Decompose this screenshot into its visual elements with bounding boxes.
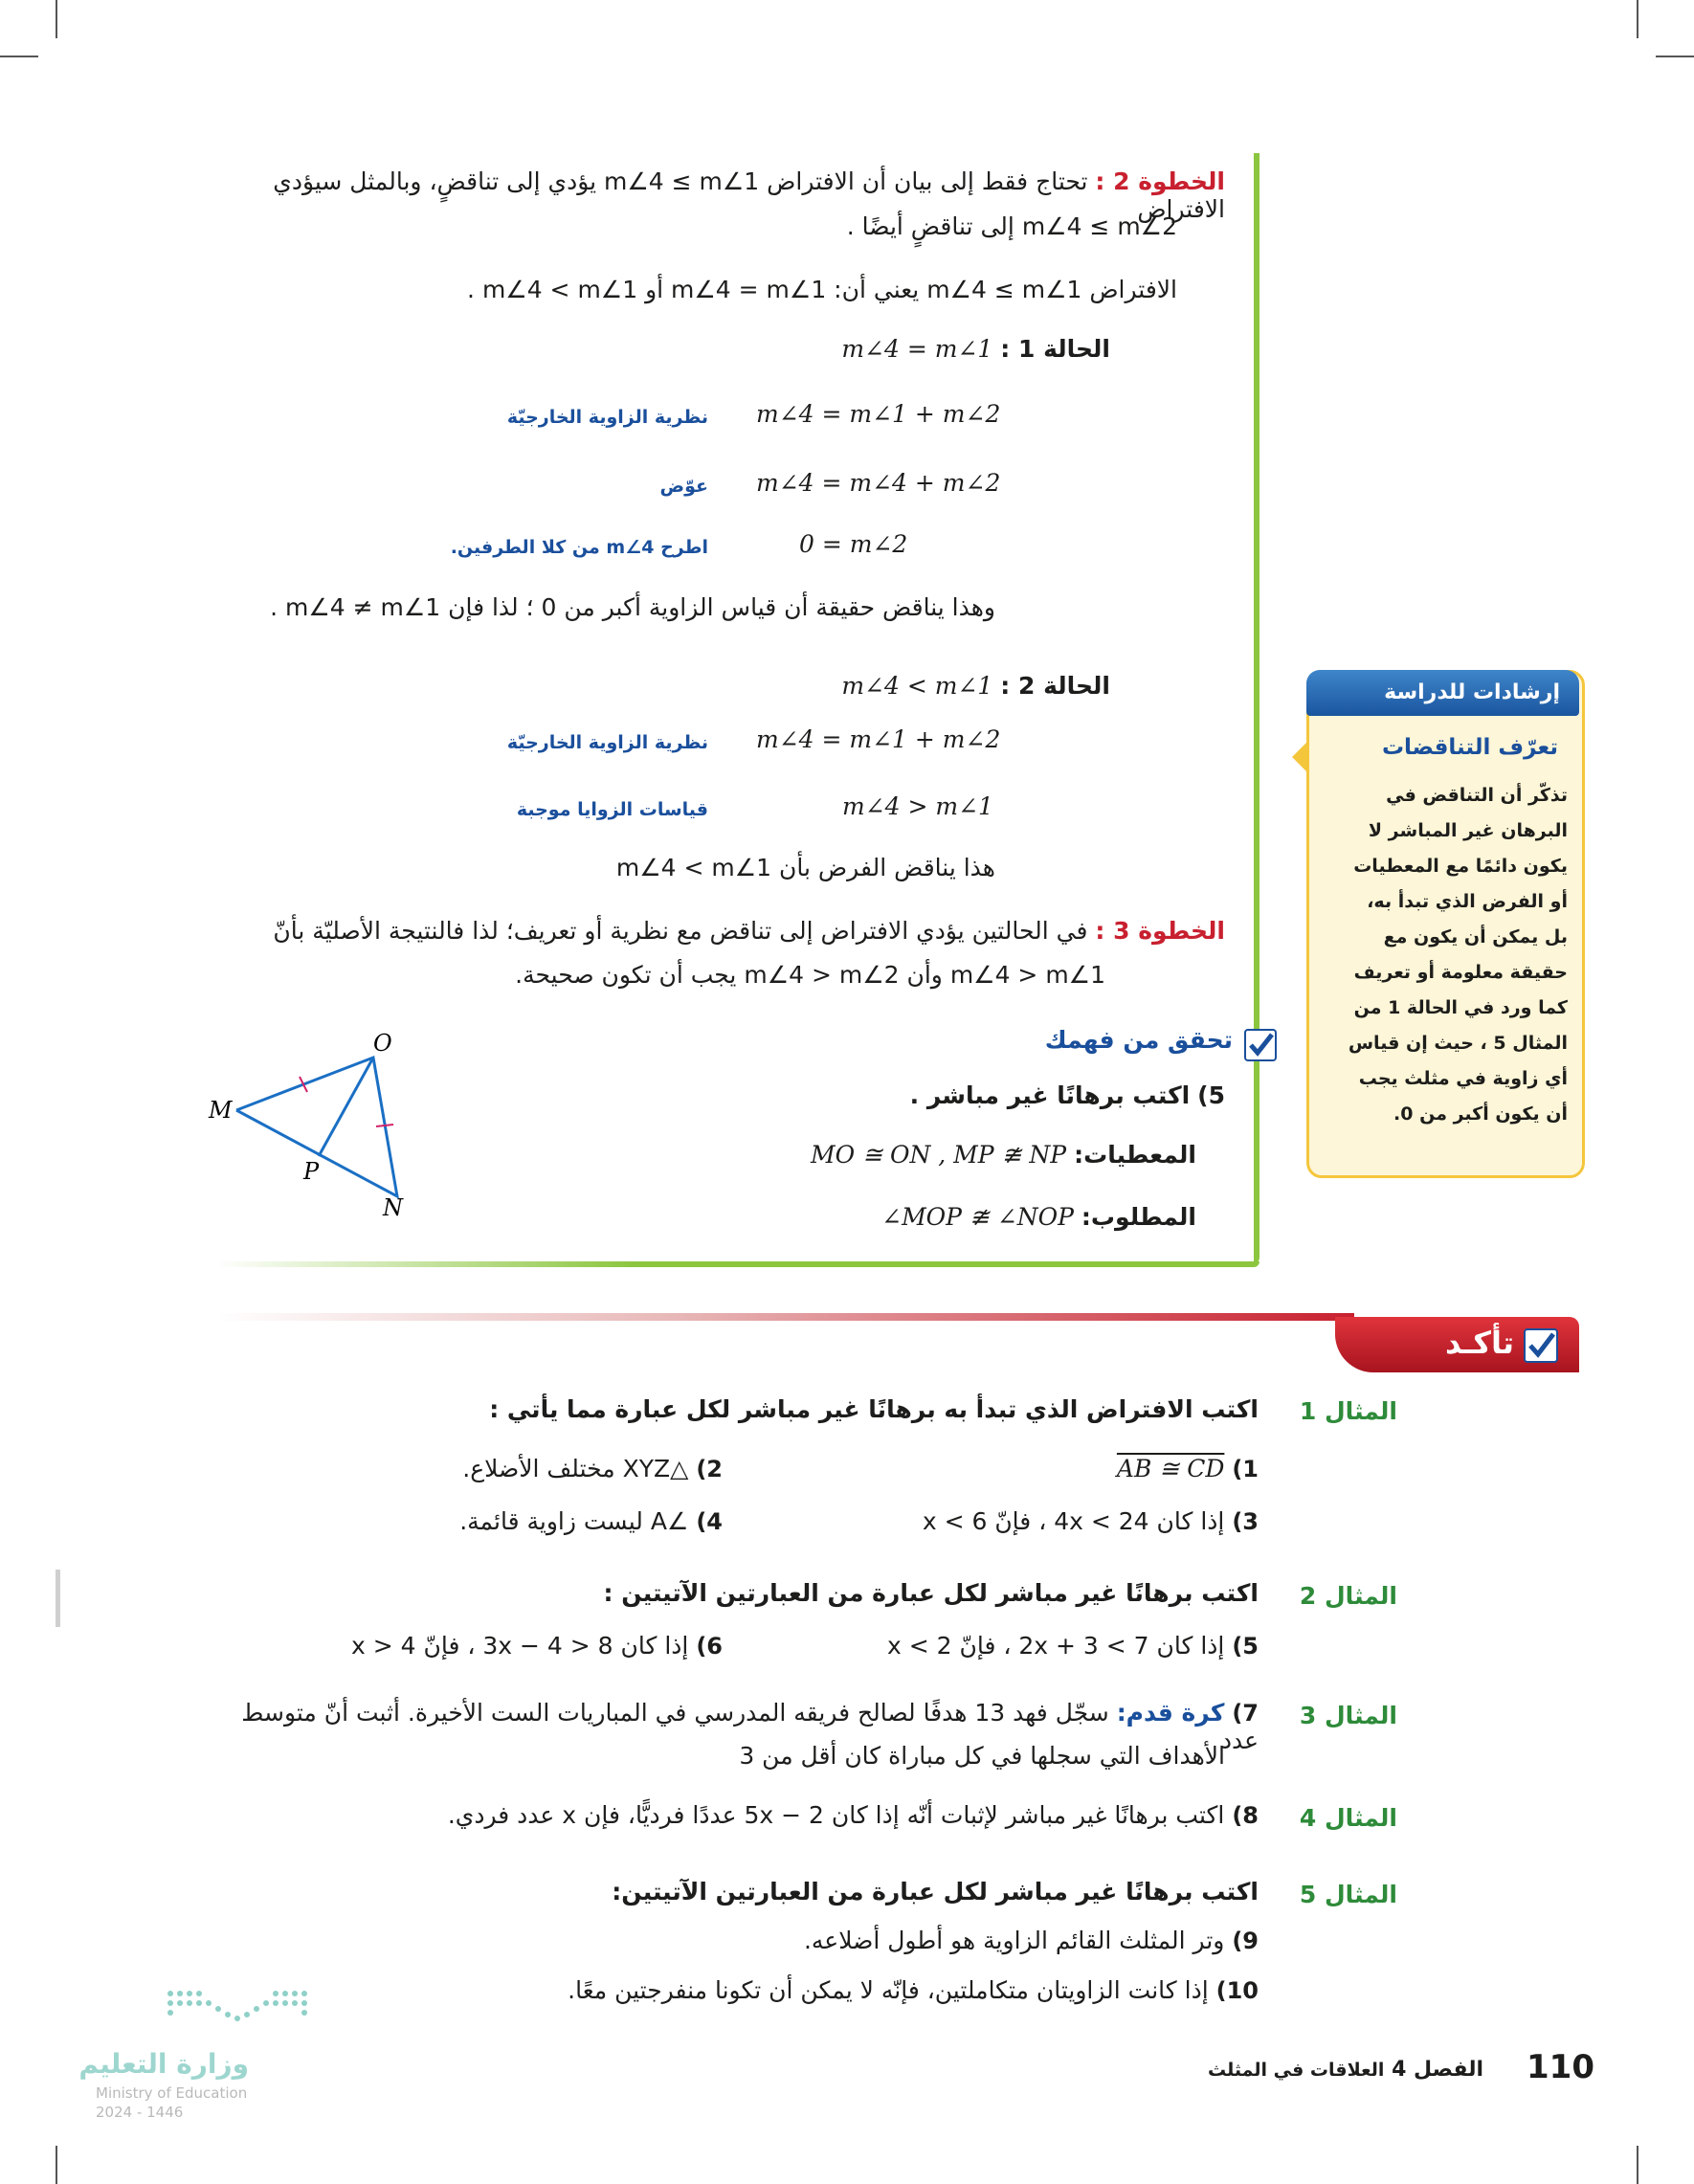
case1-label: الحالة 1 : bbox=[1000, 335, 1110, 363]
tip-line: البرهان غير المباشر لا bbox=[1368, 820, 1568, 841]
item-num: 1) bbox=[1232, 1456, 1259, 1482]
tip-line: حقيقة معلومة أو تعريف bbox=[1353, 962, 1568, 983]
item-num: 4) bbox=[696, 1508, 723, 1535]
check-title-text: تحقق من فهمك bbox=[1044, 1026, 1233, 1054]
example-5-instruction: اكتب برهانًا غير مباشر لكل عبارة من العبارتين الآتيتين: bbox=[612, 1878, 1259, 1905]
study-tip-body bbox=[1319, 778, 1568, 1132]
step2-assume: الافتراض m∠4 ≤ m∠1 يعني أن: m∠4 = m∠1 أو m∠4 < m∠1 . bbox=[467, 276, 1177, 303]
ex3-item-7-line2: الأهداف التي سجلها في كل مباراة كان أقل من 3 bbox=[739, 1742, 1225, 1770]
case2-label: الحالة 2 : bbox=[1000, 672, 1110, 700]
item-text: إذا كان 3x − 4 > 8 ، فإنّ x > 4 bbox=[350, 1632, 689, 1660]
prove-label: المطلوب: bbox=[1081, 1203, 1196, 1231]
check-q-text: اكتب برهانًا غير مباشر . bbox=[909, 1081, 1191, 1109]
example-1-label: المثال 1 bbox=[1299, 1397, 1397, 1425]
tip-line: أن يكون أكبر من 0. bbox=[1393, 1103, 1568, 1125]
ministry-year: 2024 - 1446 bbox=[96, 2104, 184, 2121]
check-prove bbox=[622, 1203, 1196, 1231]
ministry-name-ar: وزارة التعليم bbox=[78, 2048, 249, 2080]
crop-mark bbox=[1637, 0, 1638, 38]
chapter-number: الفصل 4 bbox=[1392, 2058, 1483, 2082]
case1-eq-1: m∠4 = m∠1 + m∠2 bbox=[756, 400, 1001, 428]
given-label: المعطيات: bbox=[1074, 1141, 1196, 1169]
example-2-label: المثال 2 bbox=[1299, 1582, 1397, 1610]
given-value: MO ≅ ON , MP ≇ NP bbox=[811, 1141, 1067, 1169]
item-num: 9) bbox=[1232, 1928, 1259, 1954]
item-num: 2) bbox=[696, 1456, 723, 1482]
case1-eq-3: 0 = m∠2 bbox=[799, 530, 908, 558]
ex1-item-1 bbox=[780, 1455, 1259, 1482]
triangle-figure bbox=[196, 1029, 435, 1230]
step2-label: الخطوة 2 : bbox=[1095, 167, 1225, 195]
case1-reason-3: اطرح m∠4 من كلا الطرفين. bbox=[450, 537, 708, 558]
chapter-title: العلاقات في المثلث bbox=[1208, 2060, 1385, 2081]
step3-label: الخطوة 3 : bbox=[1095, 917, 1225, 945]
confirm-check-icon bbox=[1524, 1328, 1558, 1363]
point-p-label: P bbox=[303, 1158, 320, 1185]
page-number: 110 bbox=[1527, 2048, 1594, 2086]
case2-condition: m∠4 < m∠1 bbox=[841, 672, 993, 700]
crop-mark bbox=[56, 0, 57, 38]
item-num: 7) bbox=[1232, 1700, 1259, 1727]
example-2-instruction: اكتب برهانًا غير مباشر لكل عبارة من العبارتين الآتيتين : bbox=[603, 1579, 1259, 1607]
check-q-num: 5) bbox=[1197, 1081, 1225, 1109]
ex2-item-6 bbox=[244, 1632, 723, 1660]
case1-reason-1: نظرية الزاوية الخارجيّة bbox=[506, 407, 708, 428]
item-num: 3) bbox=[1232, 1508, 1259, 1535]
tip-line: أي زاوية في مثلث يجب bbox=[1358, 1068, 1568, 1089]
example-3-label: المثال 3 bbox=[1299, 1702, 1397, 1729]
tip-line: كما ورد في الحالة 1 من bbox=[1353, 997, 1568, 1018]
crop-mark bbox=[1637, 2146, 1638, 2184]
tip-line: بل يمكن أن يكون مع bbox=[1383, 926, 1568, 947]
example-frame-bottom bbox=[215, 1261, 1259, 1267]
case2-heading bbox=[536, 672, 1110, 700]
crop-mark bbox=[56, 2146, 57, 2184]
item-text: إذا كان 4x < 24 ، فإنّ x < 6 bbox=[922, 1507, 1225, 1535]
tip-line: يكون دائمًا مع المعطيات bbox=[1353, 856, 1568, 877]
item-text: سجّل فهد 13 هدفًا لصالح فريقه المدرسي في المباريات الست الأخيرة. أثبت أنّ متوسط عدد bbox=[241, 1699, 1259, 1754]
item-text: ∠A ليست زاوية قائمة. bbox=[459, 1507, 689, 1535]
example-1-instruction: اكتب الافتراض الذي تبدأ به برهانًا غير مباشر لكل عبارة مما يأتي : bbox=[489, 1395, 1259, 1423]
item-text: AB ≅ CD bbox=[1116, 1455, 1225, 1482]
item-text: إذا كان 2x + 3 < 7 ، فإنّ x < 2 bbox=[886, 1632, 1225, 1660]
item-num: 6) bbox=[696, 1633, 723, 1660]
case1-reason-2: عوّض bbox=[659, 476, 708, 497]
prove-value: ∠MOP ≇ ∠NOP bbox=[881, 1203, 1074, 1231]
study-tip-title: تعرّف التناقضات bbox=[1381, 735, 1558, 760]
ex5-item-9 bbox=[301, 1927, 1259, 1954]
step2-text: تحتاج فقط إلى بيان أن الافتراض m∠4 ≤ m∠1 يؤدي إلى تناقضٍ، وبالمثل سيؤدي الافتراض bbox=[273, 167, 1225, 223]
ex1-item-2 bbox=[244, 1455, 723, 1482]
step3-line1 bbox=[268, 917, 1225, 945]
point-n-label: N bbox=[383, 1194, 403, 1221]
ex5-item-10 bbox=[301, 1976, 1259, 2004]
check-given bbox=[622, 1141, 1196, 1169]
example-5-label: المثال 5 bbox=[1299, 1881, 1397, 1908]
segment-op bbox=[319, 1058, 373, 1156]
tip-pointer bbox=[1292, 740, 1309, 774]
case2-reason-1: نظرية الزاوية الخارجيّة bbox=[506, 732, 708, 753]
step2-line2: m∠4 ≤ m∠2 إلى تناقضٍ أيضًا . bbox=[846, 212, 1177, 240]
study-tip-box bbox=[1306, 670, 1585, 1178]
checkmark-icon bbox=[1244, 1029, 1277, 1061]
ministry-name-en: Ministry of Education bbox=[96, 2084, 248, 2102]
item-text: وتر المثلث القائم الزاوية هو أطول أضلاعه. bbox=[803, 1927, 1225, 1954]
tip-line: تذكّر أن التناقض في bbox=[1386, 785, 1568, 806]
study-tip-header: إرشادات للدراسة bbox=[1306, 670, 1579, 716]
tick-mark-on bbox=[376, 1125, 393, 1126]
item-text: اكتب برهانًا غير مباشر لإثبات أنّه إذا كان 5x − 2 عددًا فرديًّا، فإن x عدد فردي. bbox=[447, 1801, 1225, 1829]
ex4-item-8 bbox=[301, 1801, 1259, 1829]
ex1-item-3 bbox=[780, 1507, 1259, 1535]
edge-bar bbox=[56, 1570, 60, 1627]
crop-mark bbox=[0, 56, 38, 57]
item-text: △XYZ مختلف الأضلاع. bbox=[462, 1455, 689, 1482]
case2-conclusion: هذا يناقض الفرض بأن m∠4 < m∠1 bbox=[615, 854, 995, 881]
confirm-banner bbox=[1335, 1317, 1579, 1372]
check-title bbox=[1045, 1026, 1233, 1054]
step3-line2: m∠4 > m∠1 وأن m∠4 > m∠2 يجب أن تكون صحيحة. bbox=[515, 961, 1105, 989]
example-4-label: المثال 4 bbox=[1299, 1804, 1397, 1832]
ex2-item-5 bbox=[780, 1632, 1259, 1660]
tip-line: أو الفرض الذي تبدأ به، bbox=[1367, 891, 1568, 912]
point-o-label: O bbox=[373, 1030, 392, 1057]
case1-heading bbox=[536, 335, 1110, 363]
check-question bbox=[747, 1081, 1225, 1109]
tip-line: المثال 5 ، حيث إن قياس bbox=[1348, 1033, 1568, 1054]
point-m-label: M bbox=[209, 1097, 233, 1124]
ministry-logo-icon bbox=[163, 1986, 316, 2034]
confirm-rule bbox=[215, 1313, 1354, 1321]
chapter-label bbox=[1208, 2058, 1483, 2082]
case2-reason-2: قياسات الزوايا موجبة bbox=[516, 799, 708, 820]
case2-eq-2: m∠4 > m∠1 bbox=[842, 792, 993, 820]
step3-text: في الحالتين يؤدي الافتراض إلى تناقض مع نظرية أو تعريف؛ لذا فالنتيجة الأصليّة بأنّ bbox=[273, 917, 1088, 945]
item-keyword: كرة قدم: bbox=[1116, 1699, 1225, 1727]
item-text: إذا كانت الزاويتان متكاملتين، فإنّه لا يمكن أن تكونا منفرجتين معًا. bbox=[568, 1976, 1209, 2004]
item-num: 5) bbox=[1232, 1633, 1259, 1660]
case2-eq-1: m∠4 = m∠1 + m∠2 bbox=[756, 725, 1001, 753]
item-num: 8) bbox=[1232, 1802, 1259, 1829]
crop-mark bbox=[1656, 56, 1694, 57]
case1-condition: m∠4 = m∠1 bbox=[841, 335, 993, 363]
ex1-item-4 bbox=[244, 1507, 723, 1535]
case1-eq-2: m∠4 = m∠4 + m∠2 bbox=[756, 469, 1001, 497]
item-num: 10) bbox=[1215, 1977, 1259, 2004]
case1-conclusion: وهذا يناقض حقيقة أن قياس الزاوية أكبر من 0 ؛ لذا فإن m∠4 ≠ m∠1 . bbox=[270, 593, 995, 621]
confirm-title: تأكـد bbox=[1444, 1325, 1514, 1361]
example-frame-right bbox=[1254, 153, 1259, 1263]
